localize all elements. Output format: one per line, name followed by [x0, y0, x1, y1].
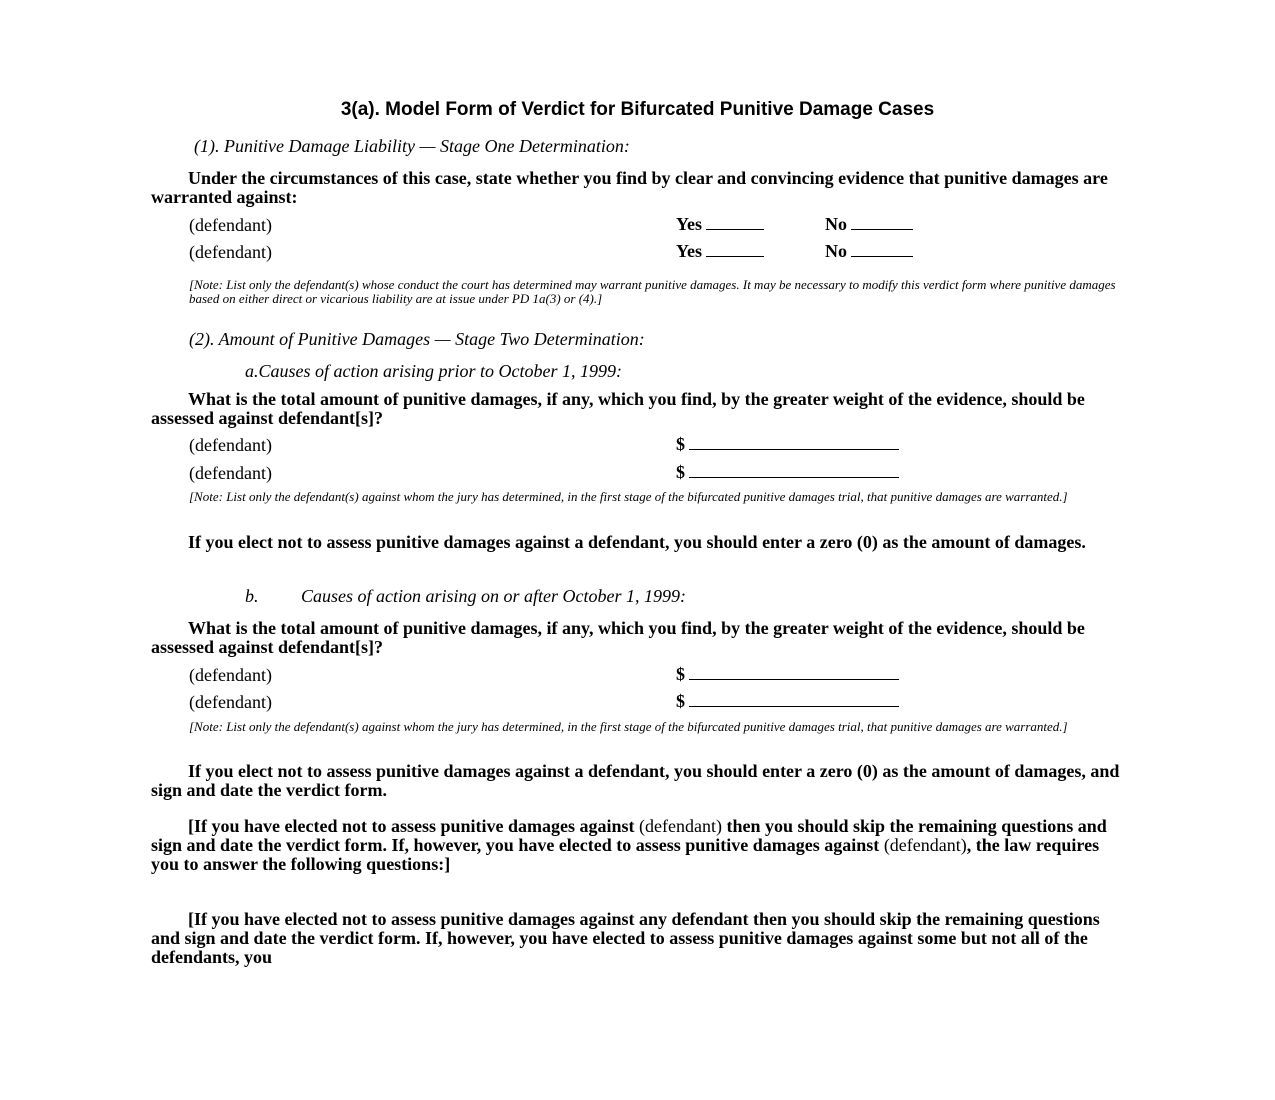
part-b-marker: b.: [245, 586, 259, 606]
part-a-note: [Note: List only the defendant(s) against whom the jury has determined, in the first stage of the bifurcated punitive damages trial, that punitive damages are warranted.]: [189, 489, 1068, 504]
part-a-instruction: If you elect not to assess punitive damages against a defendant, you should enter a zero (0) as the amount of damages.: [188, 532, 1086, 552]
part-a-defendant-2: (defendant): [189, 463, 272, 483]
defendant-placeholder-1: (defendant): [639, 816, 722, 836]
stage-one-no-2: No: [825, 242, 913, 261]
defendant-placeholder-2: (defendant): [883, 835, 967, 855]
part-b-heading: Causes of action arising on or after October 1, 1999:: [301, 586, 686, 606]
amount-blank-a1[interactable]: [689, 448, 899, 450]
part-b-defendant-2: (defendant): [189, 692, 272, 712]
page-title: 3(a). Model Form of Verdict for Bifurcated Punitive Damage Cases: [340, 99, 935, 120]
stage-one-yes-1: Yes: [676, 215, 764, 234]
part-a-heading: a.Causes of action arising prior to October 1, 1999:: [245, 361, 622, 381]
stage-two-heading: (2). Amount of Punitive Damages — Stage Two Determination:: [189, 329, 645, 349]
part-b-question: What is the total amount of punitive damages, if any, which you find, by the greater weight of the evidence, should be assessed against defendant[s]?: [151, 618, 1085, 657]
part-a-question: What is the total amount of punitive damages, if any, which you find, by the greater weight of the evidence, should be assessed against defendant[s]?: [151, 389, 1085, 428]
amount-blank-b2[interactable]: [689, 705, 899, 707]
part-a-defendant-1: (defendant): [189, 435, 272, 455]
stage-one-no-1: No: [825, 215, 913, 234]
amount-blank-a2[interactable]: [689, 476, 899, 478]
no-answer-blank-2[interactable]: [851, 255, 913, 257]
part-b-instruction: If you elect not to assess punitive damages against a defendant, you should enter a zero (0) as the amount of damages, and sign and date the verdict form.: [151, 761, 1120, 800]
part-b-defendant-1: (defendant): [189, 665, 272, 685]
no-answer-blank-1[interactable]: [851, 228, 913, 230]
amount-blank-b1[interactable]: [689, 678, 899, 680]
part-b-note: [Note: List only the defendant(s) against whom the jury has determined, in the first stage of the bifurcated punitive damages trial, that punitive damages are warranted.]: [189, 719, 1068, 734]
yes-answer-blank-1[interactable]: [706, 228, 764, 230]
stage-one-yes-2: Yes: [676, 242, 764, 261]
multiple-defendants-paragraph: [If you have elected not to assess punitive damages against any defendant then you should skip the remaining questions and sign and date the verdict form. If, however, you have elected to assess punitive damages against some but not all of the defendants, you: [151, 909, 1100, 967]
part-b-amount-1: $: [676, 665, 899, 684]
stage-one-defendant-2: (defendant): [189, 242, 272, 262]
part-a-amount-2: $: [676, 463, 899, 482]
yes-answer-blank-2[interactable]: [706, 255, 764, 257]
stage-one-heading: (1). Punitive Damage Liability — Stage One Determination:: [194, 136, 630, 156]
stage-one-question: Under the circumstances of this case, state whether you find by clear and convincing evidence that punitive damages are warranted against:: [151, 168, 1108, 207]
part-b-amount-2: $: [676, 692, 899, 711]
part-a-amount-1: $: [676, 435, 899, 454]
stage-one-defendant-1: (defendant): [189, 215, 272, 235]
single-defendant-paragraph: [If you have elected not to assess punitive damages against (defendant) then you should skip the remaining questions and sign and date the verdict form. If, however, you have elected to assess punitive damages against (defendant), the law requires you to answer the following questions:]: [151, 816, 1107, 874]
stage-one-note: [Note: List only the defendant(s) whose conduct the court has determined may warrant punitive damages. It may be necessary to modify this verdict form where punitive damages based on either direct or vicarious liability are at issue under PD 1a(3) or (4).]: [189, 277, 1116, 306]
